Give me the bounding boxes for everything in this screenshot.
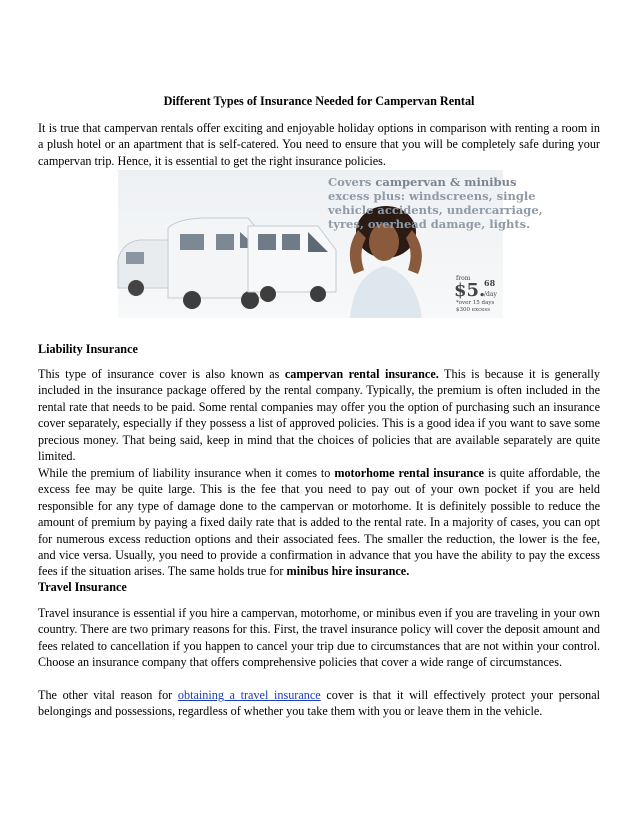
minibus-hire-insurance-term: minibus hire insurance. — [286, 564, 410, 579]
banner-caption-line2: excess plus: windscreens, single — [328, 189, 536, 203]
price-cover-days: *over 15 days — [456, 300, 495, 306]
motorhome-rental-insurance-term: motorhome rental insurance — [334, 466, 485, 480]
liability-heading: Liability Insurance — [38, 342, 138, 356]
price-per-day: /day — [484, 291, 497, 298]
travel-heading: Travel Insurance — [38, 580, 127, 594]
price-amount: $5. — [454, 280, 486, 301]
campervan-rental-insurance-term: campervan rental insurance. — [284, 367, 439, 381]
banner-caption-part1: Covers — [328, 175, 376, 189]
document-title: Different Types of Insurance Needed for Campervan Rental — [163, 94, 475, 108]
banner-caption-line3: vehicle accidents, undercarriage, — [328, 203, 543, 217]
price-from: from — [456, 275, 471, 282]
intro-paragraph: It is true that campervan rentals offer exciting and enjoyable holiday options in comparison with renting a room in a plush hotel or an apartment that is self-catered. You need to ensure that you will be completely safe during your campervan trip. Hence, it is essential to get the right insurance policies. — [38, 121, 600, 168]
svg-text:Covers campervan & minibus — [328, 175, 516, 189]
price-excess: $300 excess — [456, 307, 491, 313]
liability-paragraph-2: While the premium of liability insurance when it comes to motorhome rental insurance is quite affordable, the excess fee may be quite large. This is the fee that you need to pay out of your own pocket if you are held responsible for any type of damage done to the campervan or motorhome. It is definitely possible to reduce the amount of premium by paying a fixed daily rate that is added to the rental rate. In a majority of cases, you can opt for numerous excess reduction options and their associated fees. The smaller the reduction, the lower is the fee, and vice versa. Usually, you need to provide a confirmation in advance that you have the ability to pay the excess fees if the situation arises. The same holds true for minibus hire insurance. — [38, 466, 600, 579]
travel-paragraph-2: The other vital reason for obtaining a travel insurance cover is that it will effectively protect your personal belongings and possessions, regardless of whether you take them with you or leave them in the vehicle. — [38, 688, 600, 719]
banner-illustration — [118, 170, 543, 318]
banner-caption-highlight: campervan & minibus — [375, 175, 517, 189]
liability-paragraph-1: This type of insurance cover is also known as campervan rental insurance. This is because it is generally included in the insurance package offered by the rental company. Typically, the premium is often included in the rental rate that needs to be paid. Some rental companies may offer you the option of purchasing such an insurance cover separately, especially if they possess a list of approved policies. This is a good idea if you want to save some precious money. That being said, keep in mind that the choices of policies that are available separately are quite limited. — [38, 367, 601, 464]
minibus-icon — [248, 226, 336, 302]
price-cents: 68 — [484, 278, 496, 288]
banner-caption-line4: tyres, overhead damage, lights. — [328, 217, 531, 231]
insurance-banner-image — [118, 170, 543, 318]
travel-insurance-link[interactable]: obtaining a travel insurance — [177, 688, 321, 702]
travel-paragraph-1: Travel insurance is essential if you hire a campervan, motorhome, or minibus even if you are traveling in your own country. There are two primary reasons for this. First, the travel insurance policy will cover the deposit amount and fees related to cancellation if you happen to cancel your trip due to circumstances that are not within your control. Choose an insurance company that offers comprehensive policies that cover a wide range of circumstances. — [38, 606, 600, 670]
